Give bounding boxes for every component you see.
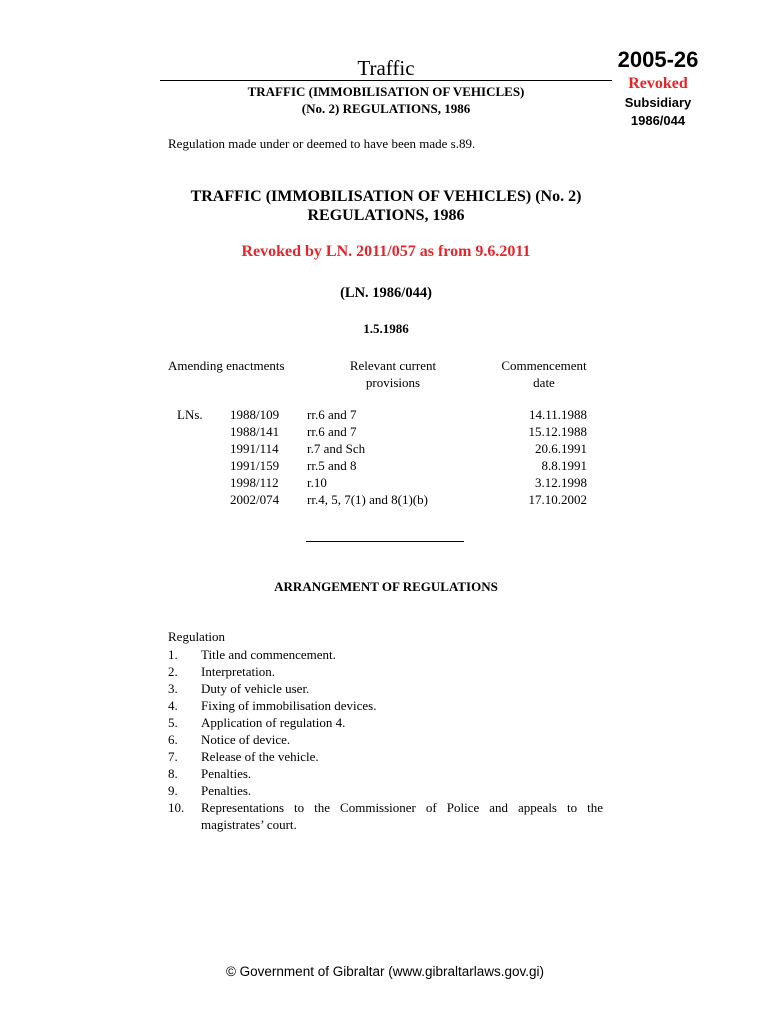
regulation-number: 2. bbox=[168, 664, 178, 679]
regulation-title: Interpretation. bbox=[201, 664, 275, 679]
table-row bbox=[0, 407, 770, 424]
row-provisions: r.10 bbox=[307, 475, 327, 490]
column-header-commencement-line2: date bbox=[533, 375, 555, 390]
row-provisions: rr.6 and 7 bbox=[307, 407, 357, 422]
table-row bbox=[0, 458, 770, 475]
row-date: 3.12.1998 bbox=[535, 475, 587, 490]
row-ln: 1998/112 bbox=[230, 475, 279, 490]
regulation-title: Application of regulation 4. bbox=[201, 715, 346, 730]
column-header-commencement bbox=[484, 357, 604, 391]
main-title-line1: TRAFFIC (IMMOBILISATION OF VEHICLES) (No. 2) bbox=[190, 188, 582, 205]
row-date: 15.12.1988 bbox=[528, 424, 587, 439]
table-row bbox=[0, 475, 770, 492]
row-ln: 2002/074 bbox=[230, 492, 280, 507]
column-header-provisions bbox=[324, 357, 462, 391]
footer-copyright: © Government of Gibraltar (www.gibraltarlaws.gov.gi) bbox=[225, 964, 545, 979]
row-date: 17.10.2002 bbox=[528, 492, 587, 507]
regulation-title: Penalties. bbox=[201, 766, 252, 781]
row-date: 20.6.1991 bbox=[535, 441, 587, 456]
row-provisions: rr.5 and 8 bbox=[307, 458, 357, 473]
commencement-date: 1.5.1986 bbox=[363, 321, 409, 336]
regulation-number: 5. bbox=[168, 715, 178, 730]
column-header-provisions-line1: Relevant current bbox=[349, 358, 437, 373]
regulation-number: 10. bbox=[168, 800, 185, 815]
main-title-line2: REGULATIONS, 1986 bbox=[307, 207, 465, 224]
regulation-number: 4. bbox=[168, 698, 178, 713]
table-row bbox=[0, 441, 770, 458]
row-ln: 1988/141 bbox=[230, 424, 280, 439]
revoked-note: Revoked by LN. 2011/057 as from 9.6.2011 bbox=[241, 243, 531, 260]
column-header-provisions-line2: provisions bbox=[365, 375, 421, 390]
regulation-title: Release of the vehicle. bbox=[201, 749, 319, 764]
row-provisions: rr.4, 5, 7(1) and 8(1)(b) bbox=[307, 492, 428, 507]
header-subtitle-line2: (No. 2) REGULATIONS, 1986 bbox=[301, 101, 471, 116]
row-provisions: r.7 and Sch bbox=[307, 441, 366, 456]
regulation-number: 6. bbox=[168, 732, 178, 747]
sidebar-number: 2005-26 bbox=[617, 47, 699, 72]
arrangement-title: ARRANGEMENT OF REGULATIONS bbox=[274, 579, 498, 594]
regulation-number: 1. bbox=[168, 647, 178, 662]
column-header-commencement-line1: Commencement bbox=[501, 358, 587, 373]
row-ln: 1991/159 bbox=[230, 458, 280, 473]
regulation-number: 7. bbox=[168, 749, 178, 764]
regulation-number: 8. bbox=[168, 766, 178, 781]
regulation-title: Title and commencement. bbox=[201, 647, 336, 662]
regulation-label: Regulation bbox=[168, 629, 226, 644]
sidebar-type: Subsidiary bbox=[624, 95, 692, 110]
header-title: Traffic bbox=[357, 56, 415, 80]
row-ln: 1988/109 bbox=[230, 407, 280, 422]
made-under-text: Regulation made under or deemed to have been made s.89. bbox=[168, 136, 476, 151]
regulation-title: Penalties. bbox=[201, 783, 252, 798]
section-divider bbox=[306, 541, 464, 542]
sidebar-legal-notice: 1986/044 bbox=[630, 113, 686, 128]
regulation-number: 3. bbox=[168, 681, 178, 696]
table-row bbox=[0, 492, 770, 509]
row-ln: 1991/114 bbox=[230, 441, 279, 456]
header-subtitle-line1: TRAFFIC (IMMOBILISATION OF VEHICLES) bbox=[247, 84, 525, 99]
row-date: 14.11.1988 bbox=[528, 407, 587, 422]
lns-label: LNs. bbox=[177, 407, 203, 422]
regulation-title: Fixing of immobilisation devices. bbox=[201, 698, 377, 713]
header-rule bbox=[160, 80, 612, 81]
column-header-amending: Amending enactments bbox=[168, 358, 285, 373]
sidebar-status: Revoked bbox=[628, 75, 688, 92]
regulation-title: Representations to the Commissioner of Police and appeals to the magistrates’ court. bbox=[201, 800, 603, 832]
row-date: 8.8.1991 bbox=[541, 458, 587, 473]
table-row bbox=[0, 424, 770, 441]
legal-notice-number: (LN. 1986/044) bbox=[340, 285, 432, 301]
regulation-number: 9. bbox=[168, 783, 178, 798]
regulation-title: Duty of vehicle user. bbox=[201, 681, 310, 696]
row-provisions: rr.6 and 7 bbox=[307, 424, 357, 439]
regulation-title: Notice of device. bbox=[201, 732, 291, 747]
